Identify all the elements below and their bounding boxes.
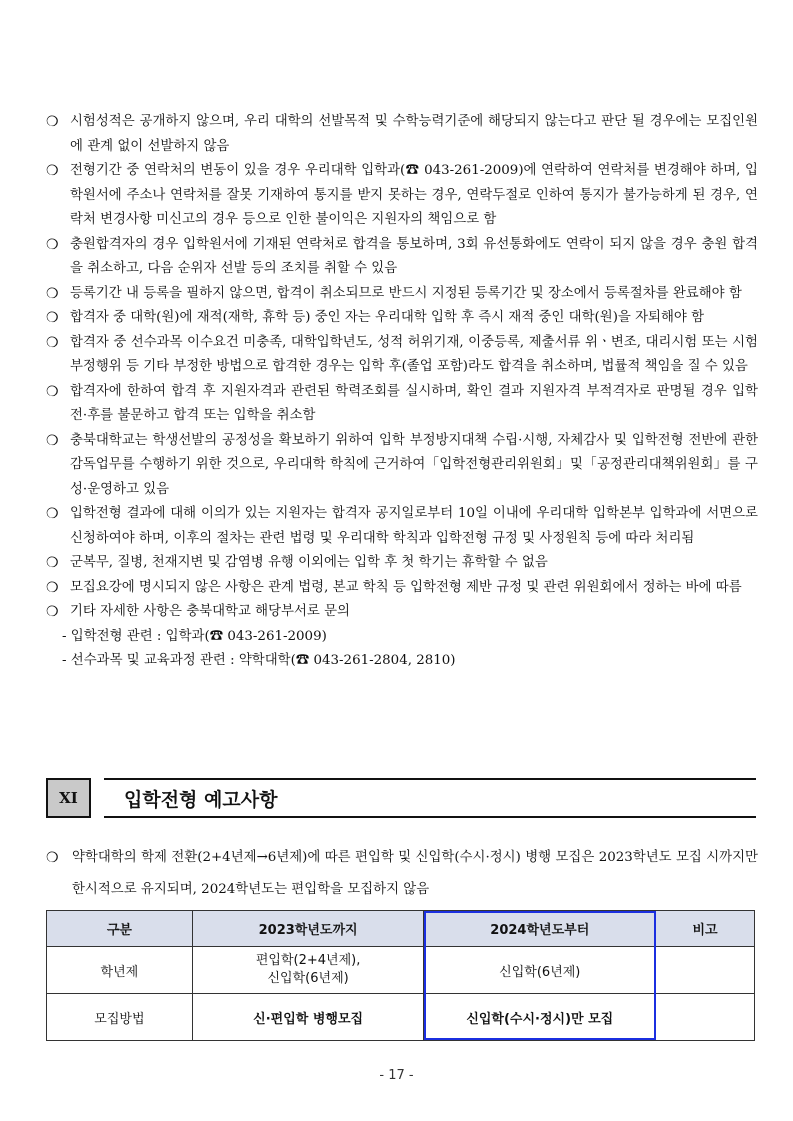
page-number: - 17 - xyxy=(379,1068,414,1083)
table-header-cell: 2024학년도부터 xyxy=(424,911,656,947)
circle-bullet-icon: ❍ xyxy=(46,334,59,351)
table-header-row xyxy=(47,911,755,947)
circle-bullet-icon: ❍ xyxy=(46,310,59,326)
note-item: ❍ 전형기간 중 연락처의 변동이 있을 경우 우리대학 입학과(☎ 043-261-2009)에 연락하여 연락처를 변경해야 하며, 입학원서에 주소나 연락처를 잘못 기재하여 통지를 받지 못하는 경우, 연락두절로 인하여 통지가 불가능하게 된 경우, 연락처 변경사항 미신고의 경우 등으로 인한 불이익은 지원자의 책임으로 함 xyxy=(46,159,758,233)
note-item: ❍ 군복무, 질병, 천재지변 및 감염병 유행 이외에는 입학 후 첫 학기는 휴학할 수 없음 xyxy=(46,551,758,576)
circle-bullet-icon: ❍ xyxy=(46,383,59,400)
contact-pharmacy: - 선수과목 및 교육과정 관련 : 약학대학(☎ 043-261-2804, 2810) xyxy=(62,653,456,668)
note-item: ❍ 시험성적은 공개하지 않으며, 우리 대학의 선발목적 및 수학능력기준에 해당되지 않는다고 판단 될 경우에는 모집인원에 관계 없이 선발하지 않음 xyxy=(46,110,758,159)
table-cell: 모집방법 xyxy=(47,994,193,1041)
note-item: ❍ 모집요강에 명시되지 않은 사항은 관계 법령, 본교 학칙 등 입학전형 제반 규정 및 관련 위원회에서 정하는 바에 따름 xyxy=(46,576,758,601)
note-item: ❍ 충북대학교는 학생선발의 공정성을 확보하기 위하여 입학 부정방지대책 수립·시행, 자체감사 및 입학전형 전반에 관한 감독업무를 수행하기 위한 것으로, 우리대학 학칙에 근거하여「입학전형관리위원회」및「공정관리대책위원회」를 구성·운영하고 있음 xyxy=(46,429,758,503)
note-item: ❍ 입학전형 결과에 대해 이의가 있는 지원자는 합격자 공지일로부터 10일 이내에 우리대학 입학본부 입학과에 서면으로 신청하여야 하며, 이후의 절차는 관련 법령 및 우리대학 학칙과 입학전형 규정 및 사정원칙 등에 따라 처리됨 xyxy=(46,502,758,551)
section-number: XI xyxy=(46,778,91,818)
table-cell xyxy=(656,994,755,1041)
circle-bullet-icon: ❍ xyxy=(46,236,59,253)
table-header-cell: 비고 xyxy=(656,911,755,947)
notes-list xyxy=(46,110,758,674)
note-item: ❍ 합격자에 한하여 합격 후 지원자격과 관련된 학력조회를 실시하며, 확인 결과 지원자격 부적격자로 판명될 경우 입학 전·후를 불문하고 합격 또는 입학을 취소함 xyxy=(46,380,758,429)
admission-notice-table xyxy=(46,910,755,1041)
section-intro: ❍ 약학대학의 학제 전환(2+4년제→6년제)에 따른 편입학 및 신입학(수시·정시) 병행 모집은 2023학년도 모집 시까지만 한시적으로 유지되며, 2024학년도는 편입학을 모집하지 않음 xyxy=(46,842,758,906)
circle-bullet-icon: ❍ xyxy=(46,163,59,179)
circle-bullet-icon: ❍ xyxy=(46,506,59,522)
note-item: ❍ 등록기간 내 등록을 필하지 않으면, 합격이 취소되므로 반드시 지정된 등록기간 및 장소에서 등록절차를 완료해야 함 xyxy=(46,282,758,307)
note-item: ❍ 충원합격자의 경우 입학원서에 기재된 연락처로 합격을 통보하며, 3회 유선통화에도 연락이 되지 않을 경우 충원 합격을 취소하고, 다음 순위자 선발 등의 조치를 취할 수 있음 xyxy=(46,233,758,282)
circle-bullet-icon: ❍ xyxy=(46,432,59,449)
contact-admission: - 입학전형 관련 : 입학과(☎ 043-261-2009) xyxy=(62,628,327,644)
circle-bullet-icon: ❍ xyxy=(46,285,59,302)
table-cell: 신·편입학 병행모집 xyxy=(192,994,424,1041)
table-cell: 신입학(수시·정시)만 모집 xyxy=(424,994,656,1041)
table-cell: 편입학(2+4년제), 신입학(6년제) xyxy=(192,947,424,994)
circle-bullet-icon: ❍ xyxy=(46,114,59,130)
section-header xyxy=(46,778,756,818)
table-cell: 학년제 xyxy=(47,947,193,994)
note-item: ❍ 기타 자세한 사항은 충북대학교 해당부서로 문의 xyxy=(46,600,758,625)
circle-bullet-icon: ❍ xyxy=(46,555,59,571)
table-cell xyxy=(656,947,755,994)
table-row xyxy=(47,947,755,994)
table-row xyxy=(47,994,755,1041)
table-header-cell: 구분 xyxy=(47,911,193,947)
note-item: ❍ 합격자 중 선수과목 이수요건 미충족, 대학입학년도, 성적 허위기재, 이중등록, 제출서류 위ㆍ변조, 대리시험 또는 시험부정행위 등 기타 부정한 방법으로 합격한 경우는 입학 후(졸업 포함)라도 합격을 취소하며, 법률적 책임을 질 수 있음 xyxy=(46,331,758,380)
circle-bullet-icon: ❍ xyxy=(46,579,59,596)
table-cell: 신입학(6년제) xyxy=(424,947,656,994)
note-item: ❍ 합격자 중 대학(원)에 재적(재학, 휴학 등) 중인 자는 우리대학 입학 후 즉시 재적 중인 대학(원)을 자퇴해야 함 xyxy=(46,306,758,331)
table-header-cell: 2023학년도까지 xyxy=(192,911,424,947)
circle-bullet-icon: ❍ xyxy=(46,850,59,866)
circle-bullet-icon: ❍ xyxy=(46,604,59,620)
section-title: 입학전형 예고사항 xyxy=(104,778,756,818)
